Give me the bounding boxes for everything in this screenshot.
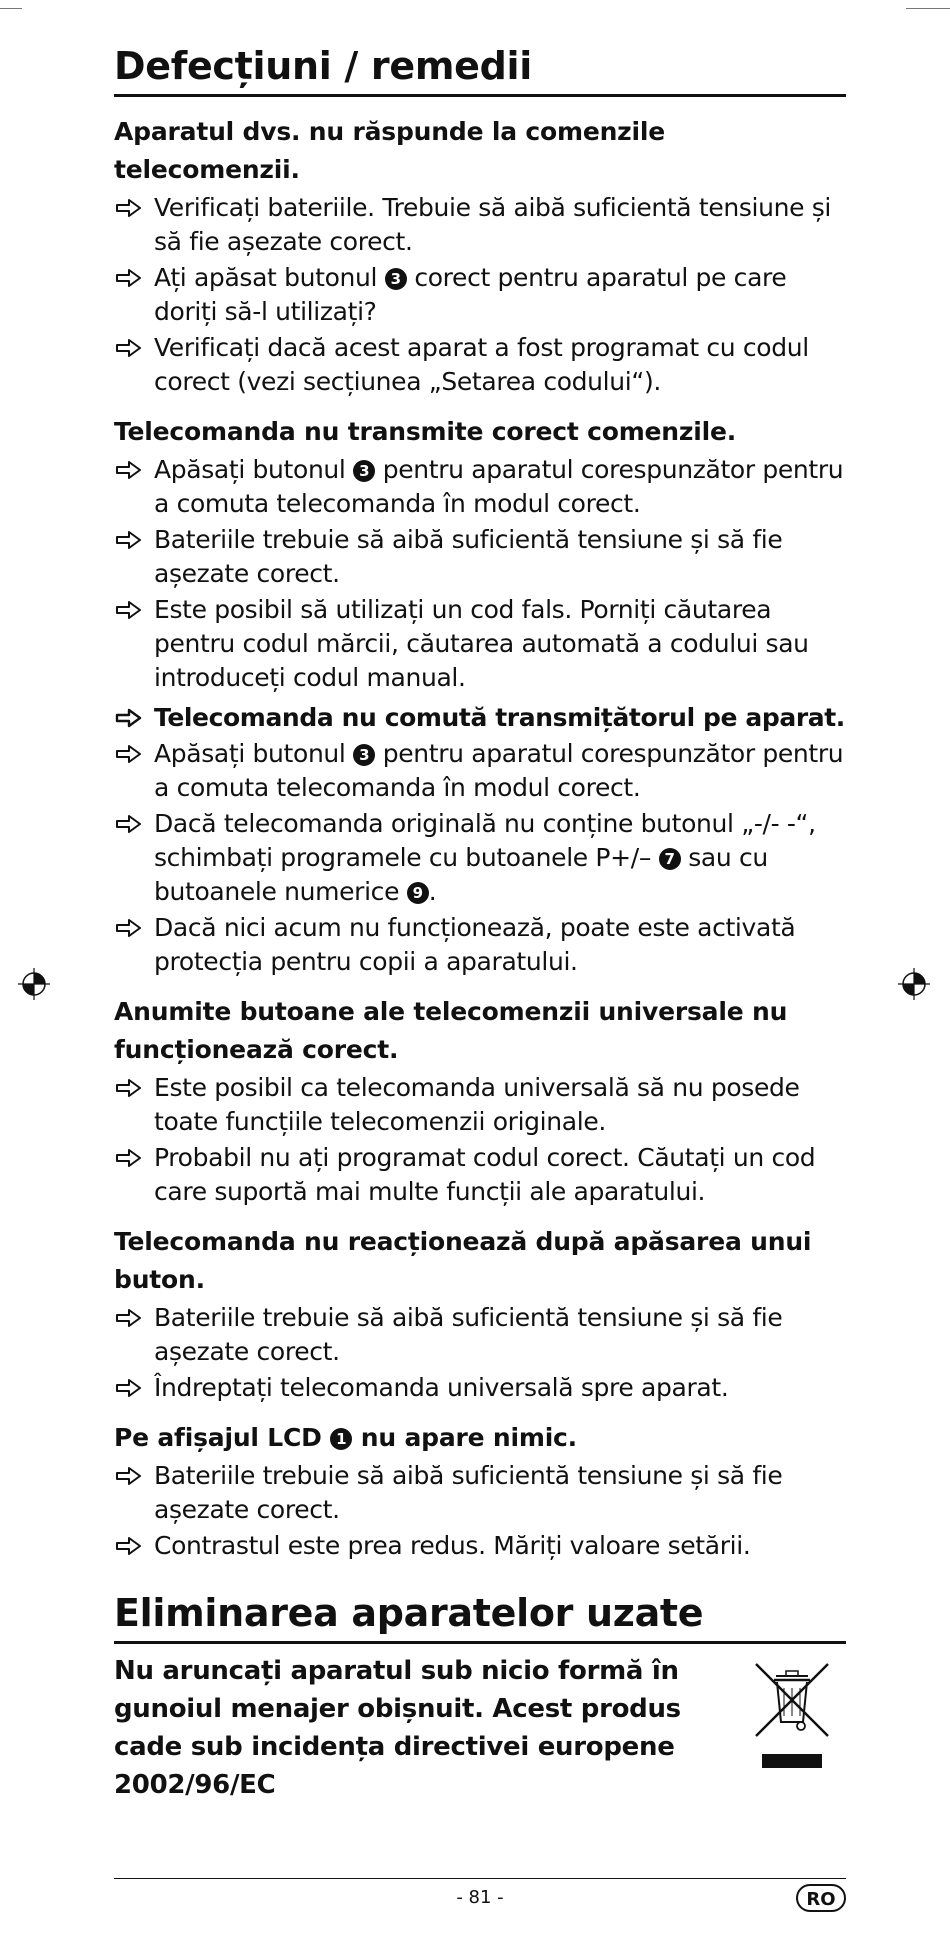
remedy-text: Bateriile trebuie să aibă suficientă tensiune și să fie așezate corect.: [154, 525, 783, 588]
arrow-right-icon: [114, 459, 144, 481]
remedy-item: [114, 1529, 846, 1563]
remedy-item: [114, 331, 846, 399]
arrow-right-icon: [114, 1077, 144, 1099]
problem-block: [114, 113, 846, 399]
remedy-item: [114, 523, 846, 591]
arrow-right-icon: [114, 1147, 144, 1169]
arrow-right-icon: [114, 743, 144, 765]
problem-heading: Telecomanda nu reacționează după apăsarea unui buton.: [114, 1227, 812, 1294]
page-footer: [114, 1878, 846, 1919]
page-number: - 81 -: [456, 1887, 504, 1908]
arrow-right-icon: [114, 267, 144, 289]
section-title-disposal: Eliminarea aparatelor uzate: [114, 1587, 846, 1644]
remedy-item: [114, 701, 846, 735]
remedy-item: [114, 593, 846, 695]
remedy-item: [114, 1301, 846, 1369]
problem-heading: Anumite butoane ale telecomenzii universale nu funcționează corect.: [114, 997, 788, 1064]
problem-heading-text: nu apare nimic.: [360, 1423, 577, 1452]
problem-block: [114, 413, 846, 979]
remedy-text: pentru aparatul corespunzător pentru a comuta telecomanda în modul corect.: [154, 455, 844, 518]
remedy-item: [114, 737, 846, 805]
registration-mark-icon: [898, 968, 930, 1000]
crop-mark-right: [906, 8, 950, 9]
problem-heading: Aparatul dvs. nu răspunde la comenzile telecomenzii.: [114, 117, 666, 184]
remedy-text: Ați apăsat butonul: [154, 263, 378, 292]
disposal-block: [114, 1652, 846, 1800]
problem-heading-text: Pe afișajul LCD: [114, 1423, 322, 1452]
remedy-item: [114, 1141, 846, 1209]
remedy-item: [114, 191, 846, 259]
arrow-right-icon: [114, 917, 144, 939]
remedy-text: Dacă telecomanda originală nu conține butonul „-/- -“, schimbați programele cu butoanele P+/–: [154, 809, 816, 872]
disposal-text: Nu aruncați aparatul sub nicio formă în gunoiul menajer obișnuit. Acest produs cade sub incidența directivei europene 2002/96/EC: [114, 1656, 681, 1800]
remedy-item: [114, 1371, 846, 1405]
lcd-number-badge: 1: [330, 1428, 352, 1450]
remedy-text: Este posibil ca telecomanda universală să nu posede toate funcțiile telecomenzii originale.: [154, 1073, 800, 1136]
remedy-text: Dacă nici acum nu funcționează, poate este activată protecția pentru copii a aparatului.: [154, 913, 796, 976]
section-title-troubleshooting: Defecțiuni / remedii: [114, 40, 846, 97]
arrow-right-icon: [114, 813, 144, 835]
remedy-text: Bateriile trebuie să aibă suficientă tensiune și să fie așezate corect.: [154, 1303, 783, 1366]
arrow-right-icon: [114, 1465, 144, 1487]
arrow-right-icon: [114, 1307, 144, 1329]
remedy-text: Îndreptați telecomanda universală spre aparat.: [154, 1373, 729, 1402]
remedy-text: Bateriile trebuie să aibă suficientă tensiune și să fie așezate corect.: [154, 1461, 783, 1524]
arrow-right-icon: [114, 1535, 144, 1557]
remedy-text: Apăsați butonul: [154, 739, 346, 768]
page-content: [114, 40, 846, 1800]
remedy-text: pentru aparatul corespunzător pentru a comuta telecomanda în modul corect.: [154, 739, 844, 802]
arrow-right-icon: [114, 529, 144, 551]
arrow-right-icon: [114, 707, 144, 729]
problem-block: [114, 1223, 846, 1405]
remedy-text: Telecomanda nu comută transmițătorul pe aparat.: [154, 703, 845, 732]
remedy-item: [114, 453, 846, 521]
arrow-right-icon: [114, 197, 144, 219]
remedy-text: Probabil nu ați programat codul corect. Căutați un cod care suportă mai multe funcții ale aparatului.: [154, 1143, 816, 1206]
arrow-right-icon: [114, 599, 144, 621]
arrow-right-icon: [114, 1377, 144, 1399]
problem-block: [114, 1419, 846, 1563]
remedy-text: Contrastul este prea redus. Măriți valoare setării.: [154, 1531, 751, 1560]
remedy-item: [114, 261, 846, 329]
button-number-badge: 3: [353, 744, 375, 766]
crossed-out-wheelie-bin-icon: [752, 1658, 832, 1770]
language-badge: RO: [796, 1884, 846, 1912]
button-number-badge: 7: [659, 848, 681, 870]
crop-mark-left: [0, 8, 22, 9]
remedy-text: corect pentru aparatul pe care doriți să-l utilizați?: [154, 263, 787, 326]
remedy-item: [114, 1459, 846, 1527]
button-number-badge: 3: [353, 460, 375, 482]
remedy-item: [114, 1071, 846, 1139]
remedy-text: Verificați dacă acest aparat a fost programat cu codul corect (vezi secțiunea „Setarea codului“).: [154, 333, 809, 396]
remedy-text: Apăsați butonul: [154, 455, 346, 484]
remedy-text: .: [428, 877, 437, 906]
registration-mark-icon: [18, 968, 50, 1000]
remedy-text: sau cu butoanele numerice: [154, 843, 768, 906]
problem-block: [114, 993, 846, 1209]
button-number-badge: 9: [407, 882, 429, 904]
remedy-item: [114, 807, 846, 909]
button-number-badge: 3: [385, 268, 407, 290]
problem-heading: Telecomanda nu transmite corect comenzile.: [114, 417, 737, 446]
problem-heading: [114, 1419, 846, 1457]
remedy-text: Este posibil să utilizați un cod fals. Porniți căutarea pentru codul mărcii, căutarea automată a codului sau introduceți codul manual.: [154, 595, 809, 692]
remedy-item: [114, 911, 846, 979]
arrow-right-icon: [114, 337, 144, 359]
remedy-text: Verificați bateriile. Trebuie să aibă suficientă tensiune și să fie așezate corect.: [154, 193, 832, 256]
